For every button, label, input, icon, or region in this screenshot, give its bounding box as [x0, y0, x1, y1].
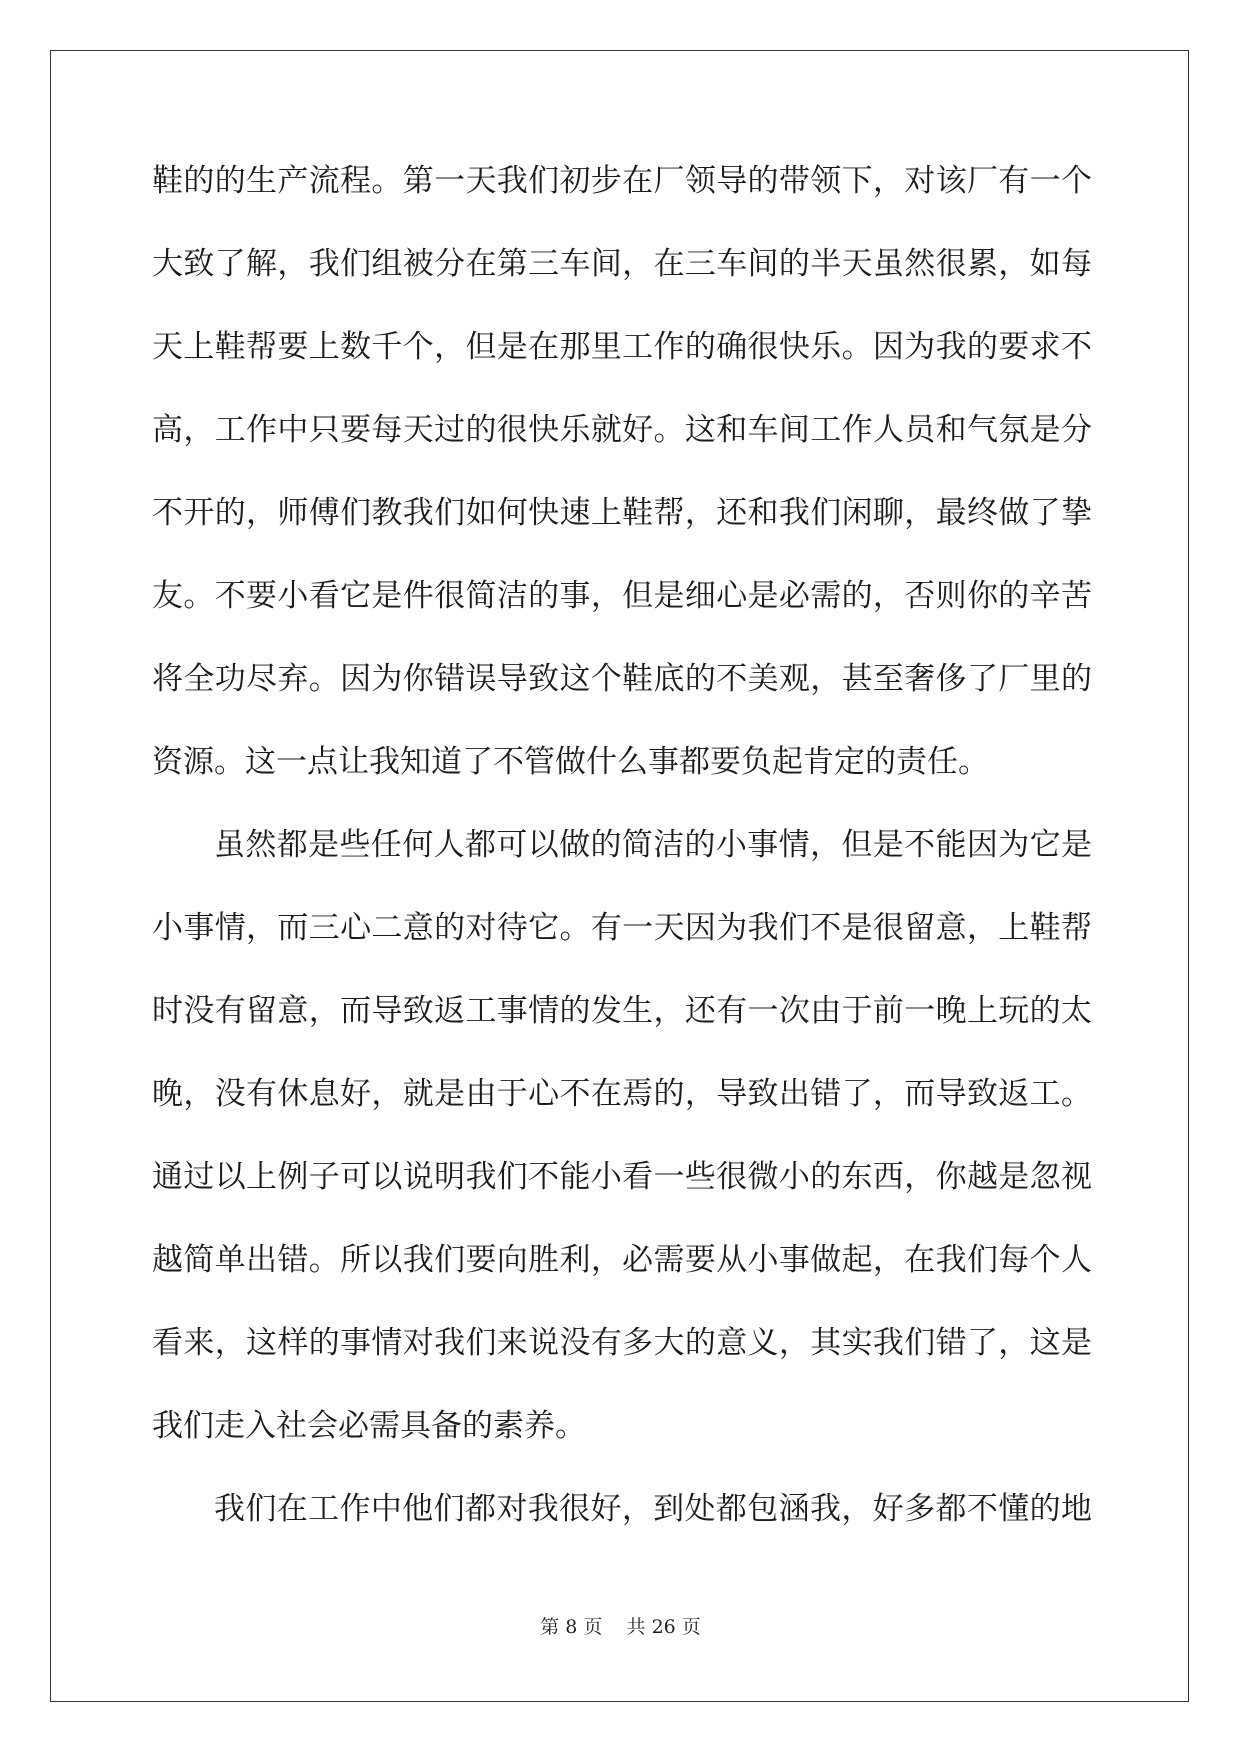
document-body — [152, 156, 1092, 1567]
text-line: 将全功尽弃。因为你错误导致这个鞋底的不美观，甚至奢侈了厂里的 — [152, 661, 1092, 697]
text-line: 小事情，而三心二意的对待它。有一天因为我们不是很留意，上鞋帮 — [152, 910, 1092, 946]
text-line: 鞋的的生产流程。第一天我们初步在厂领导的带领下，对该厂有一个 — [152, 163, 1092, 199]
paragraph-start-line: 我们在工作中他们都对我很好，到处都包涵我，好多都不懂的地 — [214, 1491, 1092, 1527]
paragraph-start-line: 虽然都是些任何人都可以做的简洁的小事情，但是不能因为它是 — [214, 827, 1092, 863]
text-line: 通过以上例子可以说明我们不能小看一些很微小的东西，你越是忽视 — [152, 1159, 1092, 1195]
text-line: 高，工作中只要每天过的很快乐就好。这和车间工作人员和气氛是分 — [152, 412, 1092, 448]
page-number: 第 8 页 共 26 页 — [540, 1616, 701, 1638]
page-footer — [0, 1612, 1241, 1639]
text-line: 晚，没有休息好，就是由于心不在焉的，导致出错了，而导致返工。 — [152, 1076, 1092, 1112]
text-line: 时没有留意，而导致返工事情的发生，还有一次由于前一晚上玩的太 — [152, 993, 1092, 1029]
text-line: 越简单出错。所以我们要向胜利，必需要从小事做起，在我们每个人 — [152, 1242, 1092, 1278]
text-line: 天上鞋帮要上数千个，但是在那里工作的确很快乐。因为我的要求不 — [152, 329, 1092, 365]
text-line: 看来，这样的事情对我们来说没有多大的意义，其实我们错了，这是 — [152, 1325, 1092, 1361]
text-line: 我们走入社会必需具备的素养。 — [152, 1408, 586, 1444]
text-line: 资源。这一点让我知道了不管做什么事都要负起肯定的责任。 — [152, 744, 989, 780]
text-line: 大致了解，我们组被分在第三车间，在三车间的半天虽然很累，如每 — [152, 246, 1092, 282]
text-line: 友。不要小看它是件很简洁的事，但是细心是必需的，否则你的辛苦 — [152, 578, 1092, 614]
text-line: 不开的，师傅们教我们如何快速上鞋帮，还和我们闲聊，最终做了挚 — [152, 495, 1092, 531]
